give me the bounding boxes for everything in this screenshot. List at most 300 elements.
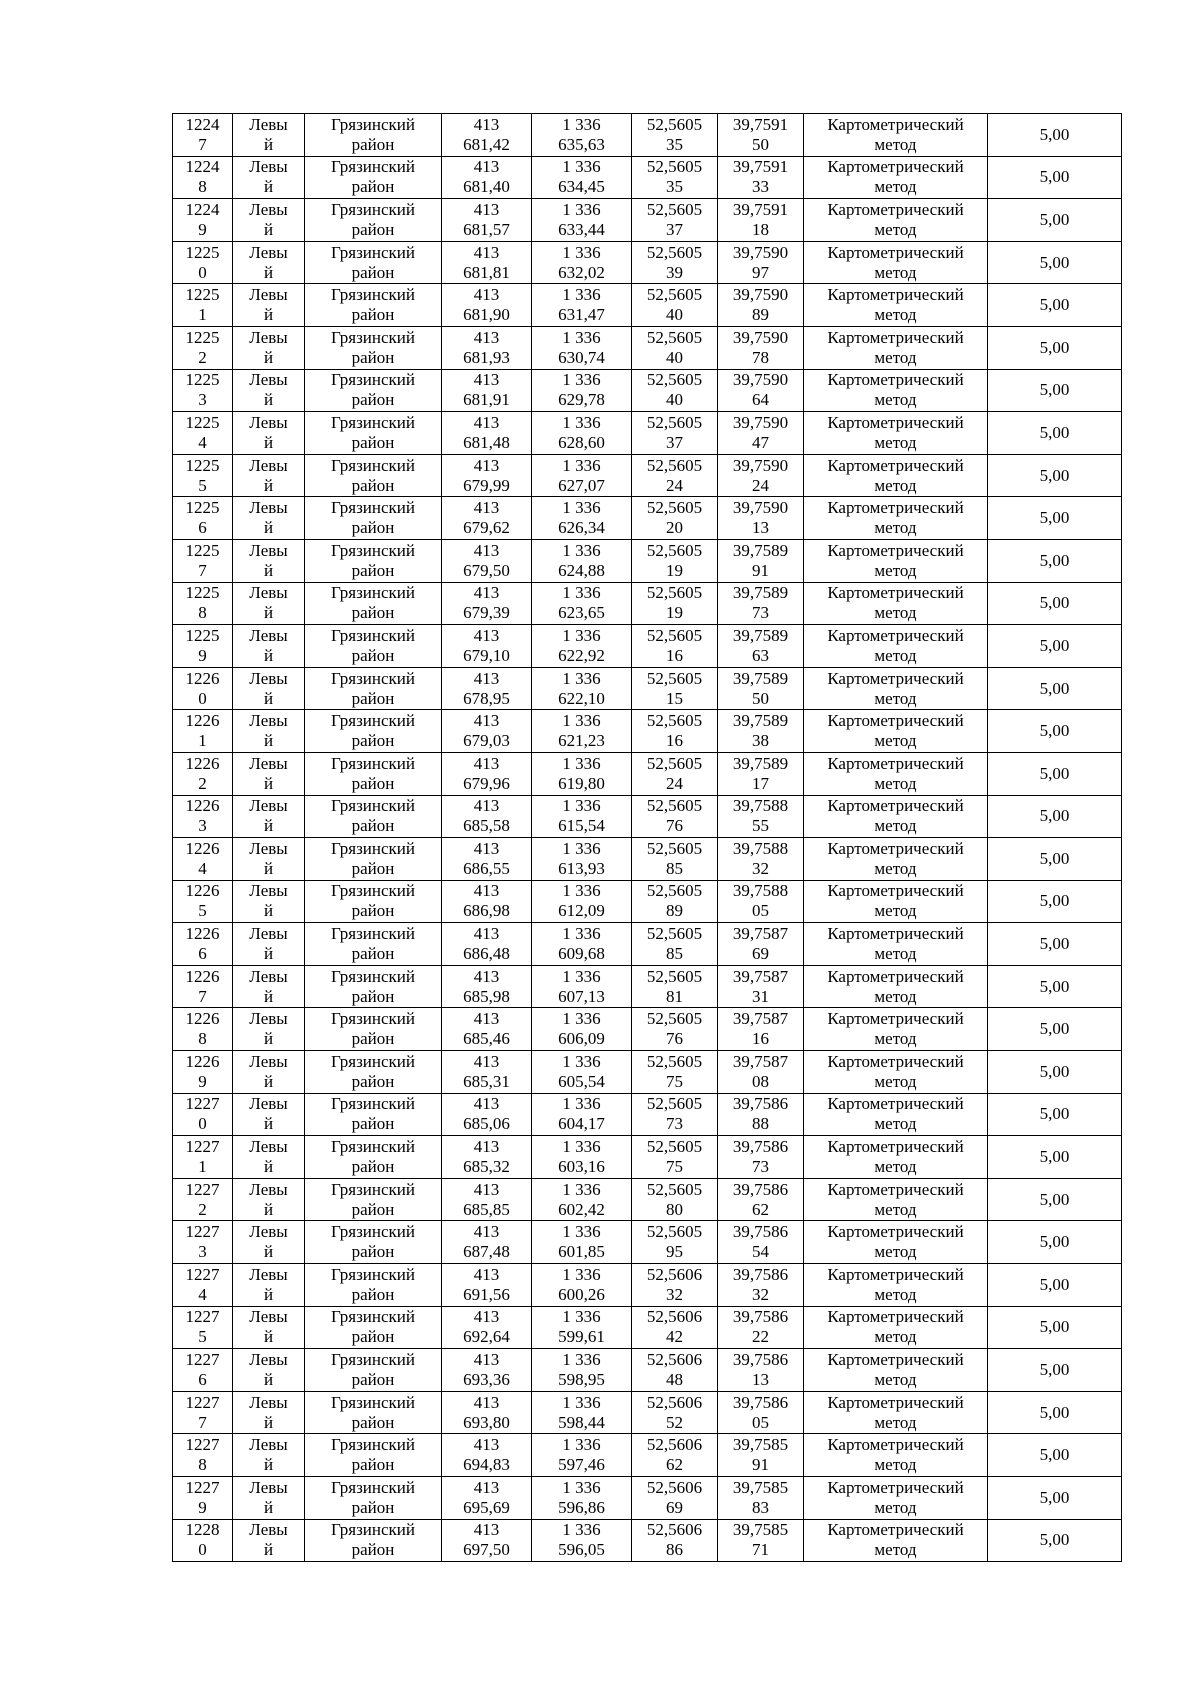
latitude-cell: 52,5605 19 [632,539,718,582]
accuracy-cell: 5,00 [988,582,1122,625]
district-cell: Грязинский район [305,199,442,242]
method-cell: Картометрический метод [804,1519,988,1562]
accuracy-cell: 5,00 [988,1136,1122,1179]
longitude-cell: 39,7590 13 [718,497,804,540]
longitude-cell: 39,7589 63 [718,625,804,668]
bank-side-cell: Левы й [233,539,305,582]
longitude-cell: 39,7591 18 [718,199,804,242]
accuracy-cell: 5,00 [988,965,1122,1008]
x-coordinate-cell: 413 681,93 [442,326,532,369]
point-number-cell: 1227 7 [173,1391,233,1434]
latitude-cell: 52,5606 86 [632,1519,718,1562]
latitude-cell: 52,5606 52 [632,1391,718,1434]
point-number-cell: 1227 1 [173,1136,233,1179]
bank-side-cell: Левы й [233,1264,305,1307]
table-row [173,1477,1122,1520]
point-number-cell: 1225 3 [173,369,233,412]
method-cell: Картометрический метод [804,241,988,284]
method-cell: Картометрический метод [804,497,988,540]
district-cell: Грязинский район [305,156,442,199]
district-cell: Грязинский район [305,1434,442,1477]
longitude-cell: 39,7590 78 [718,326,804,369]
district-cell: Грязинский район [305,1264,442,1307]
bank-side-cell: Левы й [233,1136,305,1179]
point-number-cell: 1227 6 [173,1349,233,1392]
x-coordinate-cell: 413 687,48 [442,1221,532,1264]
point-number-cell: 1224 8 [173,156,233,199]
district-cell: Грязинский район [305,1221,442,1264]
x-coordinate-cell: 413 679,10 [442,625,532,668]
bank-side-cell: Левы й [233,582,305,625]
point-number-cell: 1225 4 [173,412,233,455]
accuracy-cell: 5,00 [988,1051,1122,1094]
table-row [173,838,1122,881]
latitude-cell: 52,5605 40 [632,284,718,327]
y-coordinate-cell: 1 336 627,07 [532,454,632,497]
accuracy-cell: 5,00 [988,1008,1122,1051]
bank-side-cell: Левы й [233,412,305,455]
x-coordinate-cell: 413 679,62 [442,497,532,540]
longitude-cell: 39,7587 16 [718,1008,804,1051]
y-coordinate-cell: 1 336 599,61 [532,1306,632,1349]
bank-side-cell: Левы й [233,1477,305,1520]
bank-side-cell: Левы й [233,1519,305,1562]
accuracy-cell: 5,00 [988,667,1122,710]
latitude-cell: 52,5605 19 [632,582,718,625]
table-row [173,199,1122,242]
district-cell: Грязинский район [305,1391,442,1434]
longitude-cell: 39,7589 38 [718,710,804,753]
y-coordinate-cell: 1 336 607,13 [532,965,632,1008]
accuracy-cell: 5,00 [988,1264,1122,1307]
latitude-cell: 52,5605 20 [632,497,718,540]
bank-side-cell: Левы й [233,1221,305,1264]
latitude-cell: 52,5606 42 [632,1306,718,1349]
accuracy-cell: 5,00 [988,795,1122,838]
point-number-cell: 1225 1 [173,284,233,327]
longitude-cell: 39,7586 73 [718,1136,804,1179]
accuracy-cell: 5,00 [988,454,1122,497]
x-coordinate-cell: 413 694,83 [442,1434,532,1477]
district-cell: Грязинский район [305,454,442,497]
latitude-cell: 52,5605 76 [632,795,718,838]
table-row [173,1136,1122,1179]
district-cell: Грязинский район [305,1093,442,1136]
bank-side-cell: Левы й [233,1178,305,1221]
latitude-cell: 52,5605 35 [632,156,718,199]
method-cell: Картометрический метод [804,1349,988,1392]
point-number-cell: 1226 4 [173,838,233,881]
latitude-cell: 52,5605 85 [632,838,718,881]
table-row [173,710,1122,753]
method-cell: Картометрический метод [804,1434,988,1477]
latitude-cell: 52,5605 85 [632,923,718,966]
accuracy-cell: 5,00 [988,625,1122,668]
bank-side-cell: Левы й [233,625,305,668]
method-cell: Картометрический метод [804,114,988,157]
table-body [173,114,1122,1562]
longitude-cell: 39,7587 31 [718,965,804,1008]
district-cell: Грязинский район [305,1051,442,1094]
x-coordinate-cell: 413 686,48 [442,923,532,966]
table-row [173,284,1122,327]
latitude-cell: 52,5605 35 [632,114,718,157]
x-coordinate-cell: 413 679,50 [442,539,532,582]
accuracy-cell: 5,00 [988,199,1122,242]
method-cell: Картометрический метод [804,199,988,242]
bank-side-cell: Левы й [233,1434,305,1477]
latitude-cell: 52,5605 80 [632,1178,718,1221]
method-cell: Картометрический метод [804,1136,988,1179]
point-number-cell: 1225 9 [173,625,233,668]
bank-side-cell: Левы й [233,241,305,284]
x-coordinate-cell: 413 679,99 [442,454,532,497]
table-row [173,1264,1122,1307]
accuracy-cell: 5,00 [988,880,1122,923]
point-number-cell: 1225 0 [173,241,233,284]
method-cell: Картометрический метод [804,1093,988,1136]
district-cell: Грязинский район [305,412,442,455]
district-cell: Грязинский район [305,497,442,540]
accuracy-cell: 5,00 [988,369,1122,412]
y-coordinate-cell: 1 336 605,54 [532,1051,632,1094]
longitude-cell: 39,7585 83 [718,1477,804,1520]
district-cell: Грязинский район [305,241,442,284]
y-coordinate-cell: 1 336 621,23 [532,710,632,753]
bank-side-cell: Левы й [233,369,305,412]
table-row [173,1306,1122,1349]
bank-side-cell: Левы й [233,199,305,242]
accuracy-cell: 5,00 [988,1221,1122,1264]
accuracy-cell: 5,00 [988,1519,1122,1562]
method-cell: Картометрический метод [804,412,988,455]
district-cell: Грязинский район [305,284,442,327]
table-row [173,1093,1122,1136]
point-number-cell: 1225 7 [173,539,233,582]
point-number-cell: 1227 2 [173,1178,233,1221]
table-row [173,1519,1122,1562]
bank-side-cell: Левы й [233,156,305,199]
longitude-cell: 39,7585 71 [718,1519,804,1562]
district-cell: Грязинский район [305,1306,442,1349]
accuracy-cell: 5,00 [988,114,1122,157]
method-cell: Картометрический метод [804,667,988,710]
x-coordinate-cell: 413 681,48 [442,412,532,455]
method-cell: Картометрический метод [804,1391,988,1434]
bank-side-cell: Левы й [233,667,305,710]
longitude-cell: 39,7590 64 [718,369,804,412]
accuracy-cell: 5,00 [988,838,1122,881]
table-row [173,625,1122,668]
bank-side-cell: Левы й [233,795,305,838]
y-coordinate-cell: 1 336 632,02 [532,241,632,284]
longitude-cell: 39,7590 24 [718,454,804,497]
table-row [173,326,1122,369]
x-coordinate-cell: 413 692,64 [442,1306,532,1349]
bank-side-cell: Левы й [233,710,305,753]
x-coordinate-cell: 413 685,31 [442,1051,532,1094]
method-cell: Картометрический метод [804,710,988,753]
x-coordinate-cell: 413 686,98 [442,880,532,923]
method-cell: Картометрический метод [804,923,988,966]
point-number-cell: 1226 2 [173,752,233,795]
accuracy-cell: 5,00 [988,284,1122,327]
method-cell: Картометрический метод [804,326,988,369]
y-coordinate-cell: 1 336 622,92 [532,625,632,668]
method-cell: Картометрический метод [804,539,988,582]
district-cell: Грязинский район [305,1178,442,1221]
longitude-cell: 39,7586 22 [718,1306,804,1349]
method-cell: Картометрический метод [804,369,988,412]
latitude-cell: 52,5605 89 [632,880,718,923]
district-cell: Грязинский район [305,795,442,838]
point-number-cell: 1225 5 [173,454,233,497]
y-coordinate-cell: 1 336 634,45 [532,156,632,199]
table-row [173,923,1122,966]
accuracy-cell: 5,00 [988,1178,1122,1221]
district-cell: Грязинский район [305,369,442,412]
district-cell: Грязинский район [305,1136,442,1179]
point-number-cell: 1224 9 [173,199,233,242]
longitude-cell: 39,7586 32 [718,1264,804,1307]
point-number-cell: 1225 8 [173,582,233,625]
table-row [173,1051,1122,1094]
table-row [173,1434,1122,1477]
bank-side-cell: Левы й [233,965,305,1008]
y-coordinate-cell: 1 336 633,44 [532,199,632,242]
longitude-cell: 39,7588 32 [718,838,804,881]
latitude-cell: 52,5605 75 [632,1051,718,1094]
bank-side-cell: Левы й [233,880,305,923]
accuracy-cell: 5,00 [988,241,1122,284]
longitude-cell: 39,7586 54 [718,1221,804,1264]
table-row [173,454,1122,497]
accuracy-cell: 5,00 [988,710,1122,753]
y-coordinate-cell: 1 336 635,63 [532,114,632,157]
latitude-cell: 52,5605 16 [632,625,718,668]
longitude-cell: 39,7590 47 [718,412,804,455]
y-coordinate-cell: 1 336 619,80 [532,752,632,795]
longitude-cell: 39,7586 05 [718,1391,804,1434]
method-cell: Картометрический метод [804,1264,988,1307]
longitude-cell: 39,7591 33 [718,156,804,199]
accuracy-cell: 5,00 [988,539,1122,582]
bank-side-cell: Левы й [233,838,305,881]
x-coordinate-cell: 413 681,42 [442,114,532,157]
point-number-cell: 1227 4 [173,1264,233,1307]
bank-side-cell: Левы й [233,1349,305,1392]
longitude-cell: 39,7590 97 [718,241,804,284]
table-row [173,1221,1122,1264]
table-row [173,1008,1122,1051]
district-cell: Грязинский район [305,114,442,157]
x-coordinate-cell: 413 685,85 [442,1178,532,1221]
table-row [173,1391,1122,1434]
district-cell: Грязинский район [305,923,442,966]
point-number-cell: 1226 3 [173,795,233,838]
x-coordinate-cell: 413 685,32 [442,1136,532,1179]
point-number-cell: 1228 0 [173,1519,233,1562]
x-coordinate-cell: 413 695,69 [442,1477,532,1520]
table-row [173,369,1122,412]
accuracy-cell: 5,00 [988,752,1122,795]
bank-side-cell: Левы й [233,114,305,157]
y-coordinate-cell: 1 336 596,86 [532,1477,632,1520]
bank-side-cell: Левы й [233,497,305,540]
point-number-cell: 1227 3 [173,1221,233,1264]
method-cell: Картометрический метод [804,838,988,881]
latitude-cell: 52,5605 39 [632,241,718,284]
longitude-cell: 39,7586 13 [718,1349,804,1392]
point-number-cell: 1227 5 [173,1306,233,1349]
method-cell: Картометрический метод [804,582,988,625]
x-coordinate-cell: 413 693,36 [442,1349,532,1392]
x-coordinate-cell: 413 685,46 [442,1008,532,1051]
method-cell: Картометрический метод [804,454,988,497]
latitude-cell: 52,5605 76 [632,1008,718,1051]
x-coordinate-cell: 413 679,03 [442,710,532,753]
x-coordinate-cell: 413 693,80 [442,1391,532,1434]
table-row [173,156,1122,199]
point-number-cell: 1226 0 [173,667,233,710]
latitude-cell: 52,5605 40 [632,369,718,412]
latitude-cell: 52,5605 95 [632,1221,718,1264]
longitude-cell: 39,7585 91 [718,1434,804,1477]
x-coordinate-cell: 413 681,40 [442,156,532,199]
y-coordinate-cell: 1 336 602,42 [532,1178,632,1221]
longitude-cell: 39,7587 69 [718,923,804,966]
y-coordinate-cell: 1 336 601,85 [532,1221,632,1264]
bank-side-cell: Левы й [233,1093,305,1136]
y-coordinate-cell: 1 336 624,88 [532,539,632,582]
accuracy-cell: 5,00 [988,1477,1122,1520]
accuracy-cell: 5,00 [988,923,1122,966]
method-cell: Картометрический метод [804,625,988,668]
district-cell: Грязинский район [305,667,442,710]
table-row [173,114,1122,157]
accuracy-cell: 5,00 [988,326,1122,369]
point-number-cell: 1227 8 [173,1434,233,1477]
y-coordinate-cell: 1 336 629,78 [532,369,632,412]
point-number-cell: 1224 7 [173,114,233,157]
table-row [173,412,1122,455]
x-coordinate-cell: 413 685,06 [442,1093,532,1136]
latitude-cell: 52,5605 24 [632,752,718,795]
longitude-cell: 39,7589 91 [718,539,804,582]
y-coordinate-cell: 1 336 628,60 [532,412,632,455]
accuracy-cell: 5,00 [988,1434,1122,1477]
accuracy-cell: 5,00 [988,1093,1122,1136]
district-cell: Грязинский район [305,539,442,582]
district-cell: Грязинский район [305,1519,442,1562]
accuracy-cell: 5,00 [988,1349,1122,1392]
bank-side-cell: Левы й [233,326,305,369]
y-coordinate-cell: 1 336 597,46 [532,1434,632,1477]
x-coordinate-cell: 413 678,95 [442,667,532,710]
latitude-cell: 52,5606 32 [632,1264,718,1307]
latitude-cell: 52,5605 16 [632,710,718,753]
y-coordinate-cell: 1 336 600,26 [532,1264,632,1307]
x-coordinate-cell: 413 681,57 [442,199,532,242]
point-number-cell: 1227 0 [173,1093,233,1136]
table-row [173,539,1122,582]
accuracy-cell: 5,00 [988,412,1122,455]
latitude-cell: 52,5605 37 [632,412,718,455]
table-row [173,241,1122,284]
bank-side-cell: Левы й [233,1008,305,1051]
longitude-cell: 39,7587 08 [718,1051,804,1094]
latitude-cell: 52,5606 62 [632,1434,718,1477]
latitude-cell: 52,5605 75 [632,1136,718,1179]
method-cell: Картометрический метод [804,284,988,327]
bank-side-cell: Левы й [233,454,305,497]
table-row [173,1349,1122,1392]
x-coordinate-cell: 413 681,81 [442,241,532,284]
point-number-cell: 1226 9 [173,1051,233,1094]
x-coordinate-cell: 413 679,39 [442,582,532,625]
district-cell: Грязинский район [305,965,442,1008]
method-cell: Картометрический метод [804,752,988,795]
y-coordinate-cell: 1 336 630,74 [532,326,632,369]
longitude-cell: 39,7588 55 [718,795,804,838]
point-number-cell: 1226 7 [173,965,233,1008]
method-cell: Картометрический метод [804,1221,988,1264]
point-number-cell: 1226 8 [173,1008,233,1051]
table-row [173,965,1122,1008]
method-cell: Картометрический метод [804,1051,988,1094]
y-coordinate-cell: 1 336 612,09 [532,880,632,923]
y-coordinate-cell: 1 336 623,65 [532,582,632,625]
longitude-cell: 39,7589 73 [718,582,804,625]
method-cell: Картометрический метод [804,1178,988,1221]
y-coordinate-cell: 1 336 598,44 [532,1391,632,1434]
y-coordinate-cell: 1 336 613,93 [532,838,632,881]
y-coordinate-cell: 1 336 615,54 [532,795,632,838]
accuracy-cell: 5,00 [988,1391,1122,1434]
district-cell: Грязинский район [305,625,442,668]
latitude-cell: 52,5606 69 [632,1477,718,1520]
point-number-cell: 1226 5 [173,880,233,923]
x-coordinate-cell: 413 681,91 [442,369,532,412]
method-cell: Картометрический метод [804,1477,988,1520]
accuracy-cell: 5,00 [988,1306,1122,1349]
y-coordinate-cell: 1 336 606,09 [532,1008,632,1051]
longitude-cell: 39,7589 50 [718,667,804,710]
table-row [173,880,1122,923]
bank-side-cell: Левы й [233,752,305,795]
latitude-cell: 52,5605 37 [632,199,718,242]
bank-side-cell: Левы й [233,1051,305,1094]
table-row [173,582,1122,625]
district-cell: Грязинский район [305,326,442,369]
latitude-cell: 52,5606 48 [632,1349,718,1392]
method-cell: Картометрический метод [804,156,988,199]
bank-side-cell: Левы й [233,1306,305,1349]
district-cell: Грязинский район [305,582,442,625]
district-cell: Грязинский район [305,752,442,795]
y-coordinate-cell: 1 336 631,47 [532,284,632,327]
y-coordinate-cell: 1 336 596,05 [532,1519,632,1562]
method-cell: Картометрический метод [804,880,988,923]
latitude-cell: 52,5605 24 [632,454,718,497]
bank-side-cell: Левы й [233,284,305,327]
x-coordinate-cell: 413 679,96 [442,752,532,795]
longitude-cell: 39,7588 05 [718,880,804,923]
point-number-cell: 1225 6 [173,497,233,540]
longitude-cell: 39,7590 89 [718,284,804,327]
x-coordinate-cell: 413 685,58 [442,795,532,838]
district-cell: Грязинский район [305,1477,442,1520]
